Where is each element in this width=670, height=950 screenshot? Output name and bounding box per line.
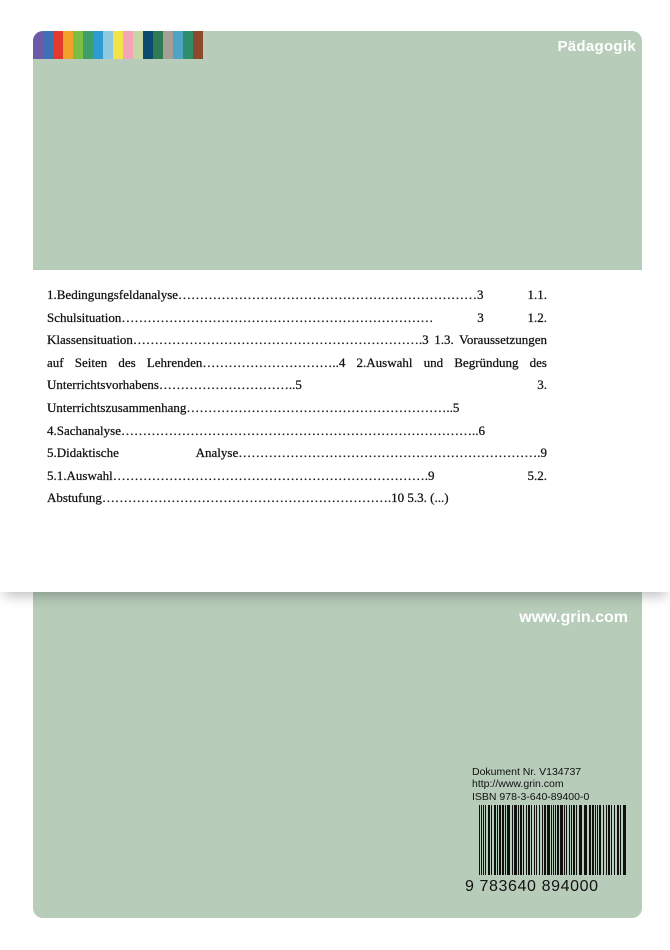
barcode-bar: [614, 805, 615, 875]
barcode-bar: [502, 805, 504, 875]
barcode-bar: [488, 805, 490, 875]
barcode-bar: [539, 805, 540, 875]
cover-top-panel: [33, 31, 642, 270]
barcode-bar: [499, 805, 501, 875]
document-number: Dokument Nr. V134737: [472, 766, 582, 778]
cover-bottom-panel: [33, 592, 642, 918]
barcode-bar: [597, 805, 598, 875]
barcode-bar: [620, 805, 621, 875]
color-stripe: [163, 31, 173, 59]
document-web: http://www.grin.com: [472, 778, 564, 791]
barcode-bar: [576, 805, 577, 875]
toc-text: 1.Bedingungsfeldanalyse……………………………………………………………3 1.1. Schulsituation……………………………………………………………… 3 1.2. Klassensituation………………………………………………………….3 1.3. Voraussetzungen auf Seiten des Lehrenden…………………………..4 2.Auswahl und Begründung des Unterrichtsvorhabens…………………………..5 3. Unterrichtszusammenhang……………………………………………………..5 4.Sachanalyse………………………………………………………………………..6 5.Didaktische Analyse…………………………………………………………….9 5.1.Auswahl……………………………………………………………….9 5.2. Abstufung………………………………………………………….10 5.3. (...): [47, 287, 547, 506]
barcode-bar: [566, 805, 567, 875]
color-stripe: [193, 31, 203, 59]
barcode-bar: [542, 805, 543, 875]
barcode-bar: [606, 805, 607, 875]
barcode-bar: [573, 805, 575, 875]
color-stripe: [183, 31, 193, 59]
color-stripe: [43, 31, 53, 59]
barcode-bar: [514, 805, 517, 875]
barcode-bar: [505, 805, 506, 875]
barcode-bar: [569, 805, 570, 875]
color-stripe: [173, 31, 183, 59]
barcode-bar: [551, 805, 552, 875]
color-stripe: [123, 31, 133, 59]
barcode-bar: [491, 805, 492, 875]
barcode-bar: [557, 805, 559, 875]
publisher-url[interactable]: www.grin.com: [519, 609, 628, 626]
barcode-bar: [603, 805, 604, 875]
barcode-bar: [507, 805, 510, 875]
barcode-bar: [497, 805, 498, 875]
barcode-bar: [553, 805, 554, 875]
color-stripe: [113, 31, 123, 59]
color-stripe: [83, 31, 93, 59]
color-stripe: [153, 31, 163, 59]
document-info: [472, 766, 632, 803]
barcode-bar: [571, 805, 572, 875]
barcode-bar: [481, 805, 482, 875]
text-excerpt-panel: [0, 270, 670, 592]
barcode-icon: [479, 805, 629, 875]
isbn: ISBN 978-3-640-89400-0: [472, 790, 590, 803]
color-stripe: [103, 31, 113, 59]
color-stripe: [53, 31, 63, 59]
series-label: Pädagogik: [557, 38, 636, 55]
color-stripe: [133, 31, 143, 59]
color-stripe: [63, 31, 73, 59]
barcode-bar: [555, 805, 556, 875]
barcode-bar: [547, 805, 550, 875]
barcode-bar: [579, 805, 582, 875]
color-stripe: [73, 31, 83, 59]
barcode-bar: [518, 805, 519, 875]
barcode-bar: [608, 805, 610, 875]
barcode-bar: [611, 805, 612, 875]
barcode-bar: [536, 805, 537, 875]
barcode-bar: [599, 805, 601, 875]
table-of-contents: [47, 284, 547, 510]
barcode-bar: [617, 805, 619, 875]
barcode-bar: [512, 805, 513, 875]
barcode-bar: [623, 805, 626, 875]
barcode-bar: [595, 805, 596, 875]
barcode-bar: [560, 805, 563, 875]
barcode-bar: [485, 805, 486, 875]
barcode-bar: [531, 805, 532, 875]
color-stripes: [33, 31, 203, 59]
color-stripe: [143, 31, 153, 59]
barcode-bar: [592, 805, 594, 875]
barcode-bar: [523, 805, 524, 875]
color-stripe: [33, 31, 43, 59]
barcode-bar: [520, 805, 522, 875]
barcode-bar: [534, 805, 535, 875]
barcode-bar: [479, 805, 480, 875]
barcode-bar: [526, 805, 527, 875]
barcode-bar: [564, 805, 565, 875]
barcode-bar: [584, 805, 587, 875]
barcode-bar: [528, 805, 530, 875]
barcode-bar: [544, 805, 546, 875]
barcode-digits: 9 783640 894000: [465, 878, 599, 895]
barcode-bar: [494, 805, 496, 875]
barcode-bar: [589, 805, 591, 875]
color-stripe: [93, 31, 103, 59]
barcode-bar: [483, 805, 484, 875]
